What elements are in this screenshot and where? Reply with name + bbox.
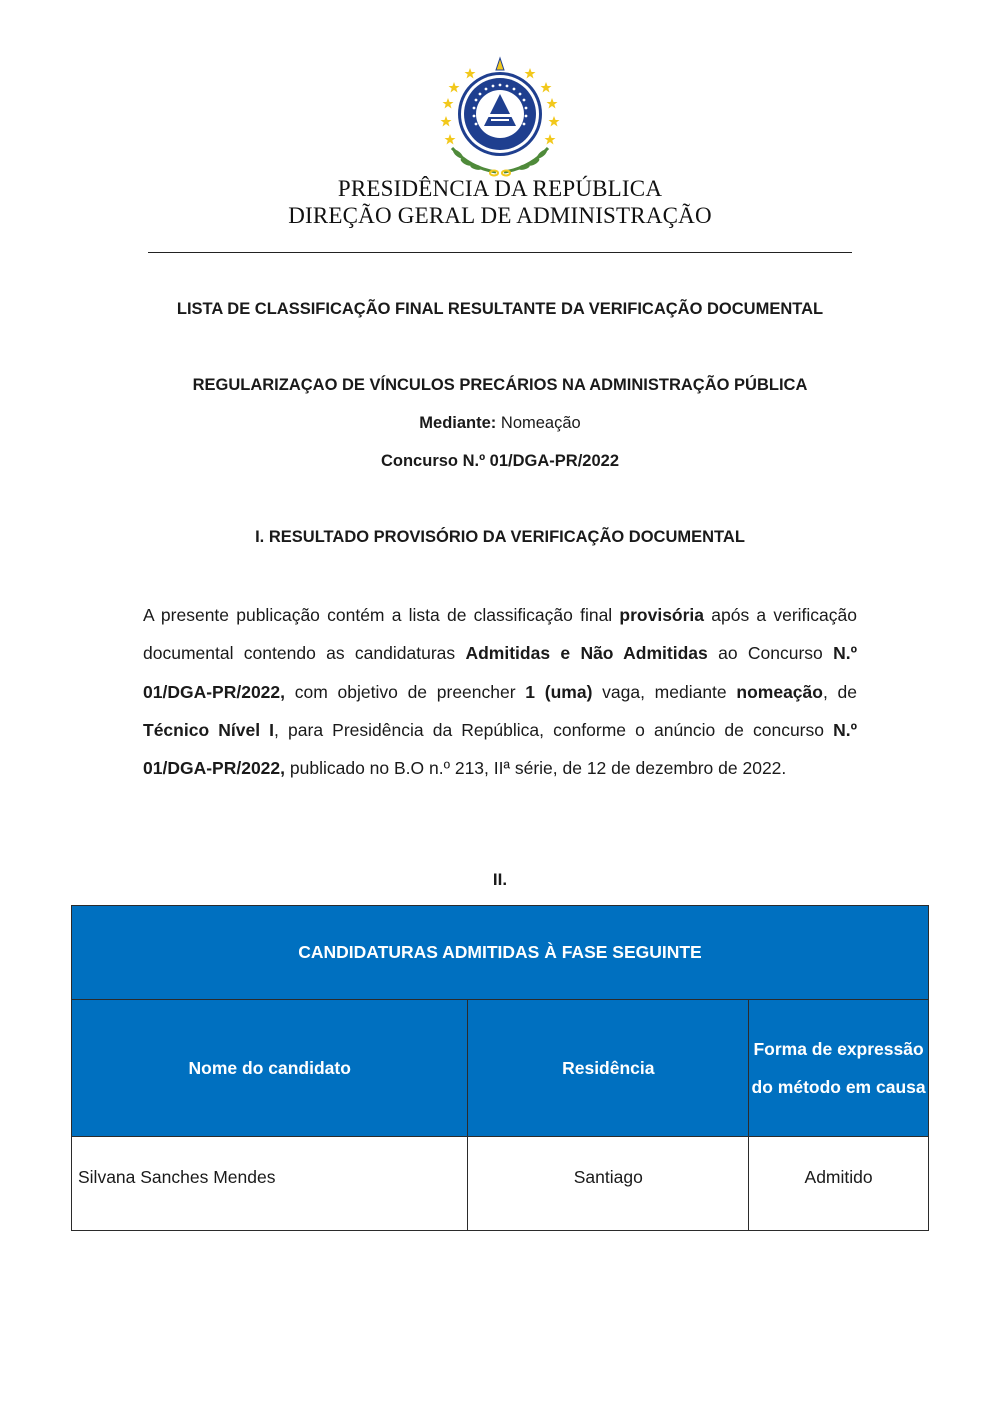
candidate-name: Silvana Sanches Mendes (72, 1137, 468, 1231)
intro-paragraph: A presente publicação contém a lista de classificação final provisória após a verificação documental contendo as candidaturas Admitidas e Não Admitidas ao Concurso N.º 01/DGA-PR/2022, com objetivo de preencher 1 (uma) vaga, mediante nomeação, de Técnico Nível I, para Presidência da República, conforme o anúncio de concurso N.º 01/DGA-PR/2022, publicado no B.O n.º 213, IIª série, de 12 de dezembro de 2022. (143, 605, 858, 779)
column-header-method: Forma de expressão do método em causa (749, 1000, 929, 1137)
table-row (72, 1137, 929, 1231)
header-department: DIREÇÃO GERAL DE ADMINISTRAÇÃO (288, 203, 712, 228)
column-header-residence: Residência (468, 1000, 749, 1137)
concurso-number: Concurso N.º 01/DGA-PR/2022 (380, 452, 619, 470)
table-caption: CANDIDATURAS ADMITIDAS À FASE SEGUINTE (72, 906, 929, 1000)
mediante-label: Mediante: (419, 414, 497, 432)
mediante-line (0, 414, 1000, 433)
header-divider (148, 252, 852, 253)
header-institution: PRESIDÊNCIA DA REPÚBLICA (337, 176, 663, 201)
column-header-name: Nome do candidato (72, 1000, 468, 1137)
document-title: LISTA DE CLASSIFICAÇÃO FINAL RESULTANTE DA VERIFICAÇÃO DOCUMENTAL (176, 300, 824, 318)
mediante-value: Nomeação (496, 414, 581, 432)
candidate-status: Admitido (749, 1137, 929, 1231)
admitted-candidates-table (71, 905, 929, 1231)
candidate-residence: Santiago (468, 1137, 749, 1231)
document-subject: REGULARIZAÇAO DE VÍNCULOS PRECÁRIOS NA ADMINISTRAÇÃO PÚBLICA (192, 376, 808, 394)
cabo-verde-coat-of-arms-icon (436, 56, 564, 180)
section-1-heading: I. RESULTADO PROVISÓRIO DA VERIFICAÇÃO DOCUMENTAL (255, 528, 745, 546)
section-2-heading: II. (492, 870, 508, 889)
